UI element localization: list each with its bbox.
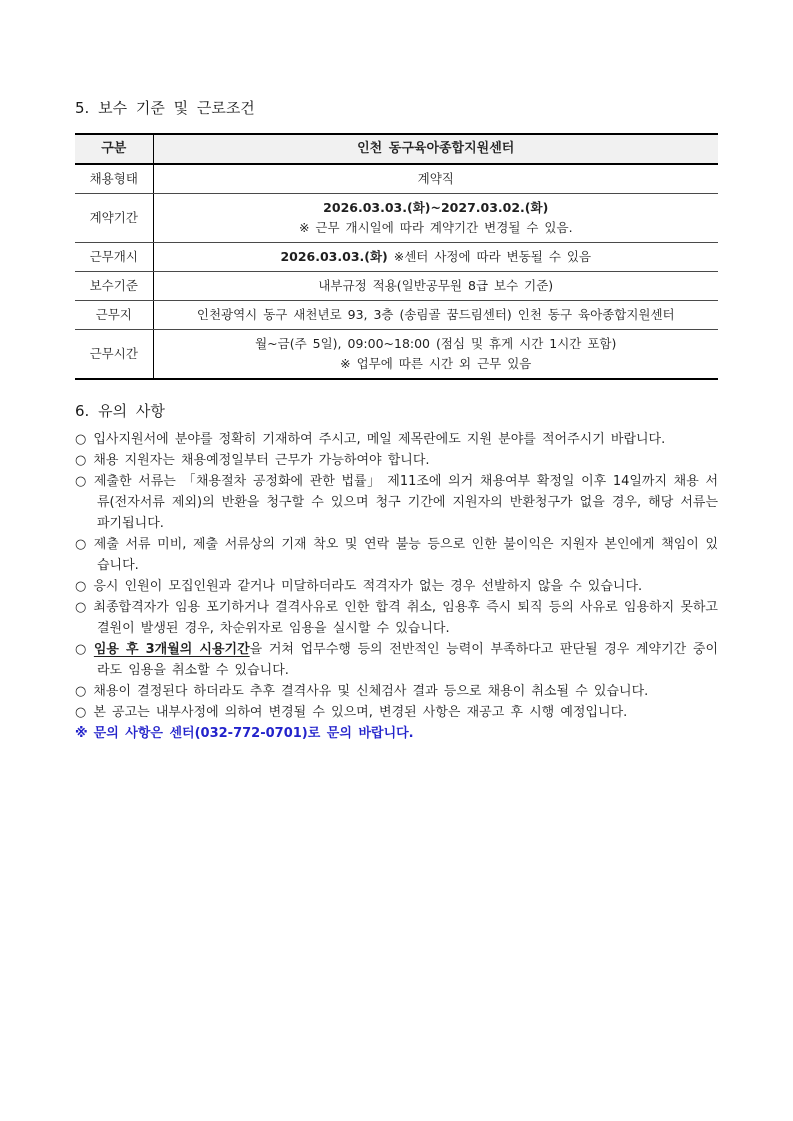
- notice-item: [75, 450, 718, 471]
- notice-item: [75, 681, 718, 702]
- start-date: 2026.03.03.(화): [280, 249, 388, 264]
- table-header-center-name: 인천 동구육아종합지원센터: [153, 134, 718, 164]
- cell-line: 인천광역시 동구 새천년로 93, 3층 (송림골 꿈드림센터) 인천 동구 육아종합지원센터: [196, 307, 675, 322]
- conditions-table: [75, 133, 718, 380]
- notice-item: [75, 597, 718, 639]
- bullet-marker: ○: [75, 537, 87, 552]
- notice-item: [75, 471, 718, 534]
- notice-item: [75, 576, 718, 597]
- row-label-employment-type: 채용형태: [75, 164, 153, 194]
- bullet-marker: ○: [75, 600, 87, 615]
- table-row: [75, 272, 718, 301]
- contact-note-text: 문의 사항은 센터(032-772-0701)로 문의 바랍니다.: [93, 726, 414, 741]
- bullet-marker: ○: [75, 432, 87, 447]
- notice-text: 본 공고는 내부사정에 의하여 변경될 수 있으며, 변경된 사항은 재공고 후 시행 예정입니다.: [93, 705, 628, 720]
- row-value-start-date: [153, 243, 718, 272]
- notice-text: 채용이 결정된다 하더라도 추후 결격사유 및 신체검사 결과 등으로 채용이 취소될 수 있습니다.: [93, 684, 649, 699]
- row-value-pay-standard: [153, 272, 718, 301]
- row-value-contract-period: [153, 194, 718, 243]
- row-label-workplace: 근무지: [75, 301, 153, 330]
- notice-text: 제출한 서류는 「채용절차 공정화에 관한 법률」 제11조에 의거 채용여부 확정일 이후 14일까지 채용 서류(전자서류 제외)의 반환을 청구할 수 있으며 청구 기간에 지원자의 반환청구가 없을 경우, 해당 서류는 파기됩니다.: [93, 474, 719, 531]
- reference-mark: ※: [75, 726, 88, 741]
- notice-item: [75, 429, 718, 450]
- table-row: [75, 330, 718, 380]
- row-label-contract-period: 계약기간: [75, 194, 153, 243]
- notice-item: [75, 702, 718, 723]
- bullet-marker: ○: [75, 684, 87, 699]
- contract-period-note: ※ 근무 개시일에 따라 계약기간 변경될 수 있음.: [298, 220, 573, 235]
- bullet-marker: ○: [75, 474, 87, 489]
- start-date-note: ※센터 사정에 따라 변동될 수 있음: [387, 249, 592, 264]
- notice-text: 최종합격자가 임용 포기하거나 결격사유로 인한 합격 취소, 임용후 즉시 퇴직 등의 사유로 임용하지 못하고 결원이 발생된 경우, 차순위자로 임용을 실시할 수 있습니다.: [93, 600, 718, 636]
- table-row: [75, 194, 718, 243]
- notice-emphasis-probation: 임용 후 3개월의 시용기간: [93, 642, 250, 657]
- section5-title: 5. 보수 기준 및 근로조건: [75, 99, 255, 117]
- notice-text: 제출 서류 미비, 제출 서류상의 기재 착오 및 연락 불능 등으로 인한 불이익은 지원자 본인에게 책임이 있습니다.: [93, 537, 718, 573]
- notice-text: 채용 지원자는 채용예정일부터 근무가 가능하여야 합니다.: [93, 453, 430, 468]
- notice-item: [75, 534, 718, 576]
- contract-period-dates: 2026.03.03.(화)~2027.03.02.(화): [323, 200, 549, 215]
- row-value-work-hours: [153, 330, 718, 380]
- row-value-employment-type: [153, 164, 718, 194]
- cell-line: 내부규정 적용(일반공무원 8급 보수 기준): [318, 278, 554, 293]
- bullet-marker: ○: [75, 453, 87, 468]
- notice-list: [75, 429, 718, 723]
- table-row: [75, 301, 718, 330]
- contact-note: [75, 723, 718, 744]
- bullet-marker: ○: [75, 579, 87, 594]
- notice-text: 응시 인원이 모집인원과 같거나 미달하더라도 적격자가 없는 경우 선발하지 않을 수 있습니다.: [93, 579, 643, 594]
- bullet-marker: ○: [75, 705, 87, 720]
- section6-title: 6. 유의 사항: [75, 402, 165, 420]
- row-label-work-hours: 근무시간: [75, 330, 153, 380]
- notice-text: 입사지원서에 분야를 정확히 기재하여 주시고, 메일 제목란에도 지원 분야를 적어주시기 바랍니다.: [93, 432, 666, 447]
- table-header-category: 구분: [75, 134, 153, 164]
- row-label-pay-standard: 보수기준: [75, 272, 153, 301]
- bullet-marker: ○: [75, 642, 87, 657]
- table-header-row: [75, 134, 718, 164]
- row-label-start-date: 근무개시: [75, 243, 153, 272]
- work-hours-line: 월~금(주 5일), 09:00~18:00 (점심 및 휴게 시간 1시간 포함): [255, 336, 617, 351]
- notice-item-probation: [75, 639, 718, 681]
- notice-text-rest: 을 거쳐 업무수행 등의 전반적인 능력이 부족하다고 판단될 경우 계약기간 중이라도 임용을 취소할 수 있습니다.: [97, 642, 718, 678]
- table-row: [75, 164, 718, 194]
- cell-line: 계약직: [417, 171, 454, 186]
- row-value-workplace: [153, 301, 718, 330]
- table-row: [75, 243, 718, 272]
- work-hours-note: ※ 업무에 따른 시간 외 근무 있음: [340, 356, 532, 371]
